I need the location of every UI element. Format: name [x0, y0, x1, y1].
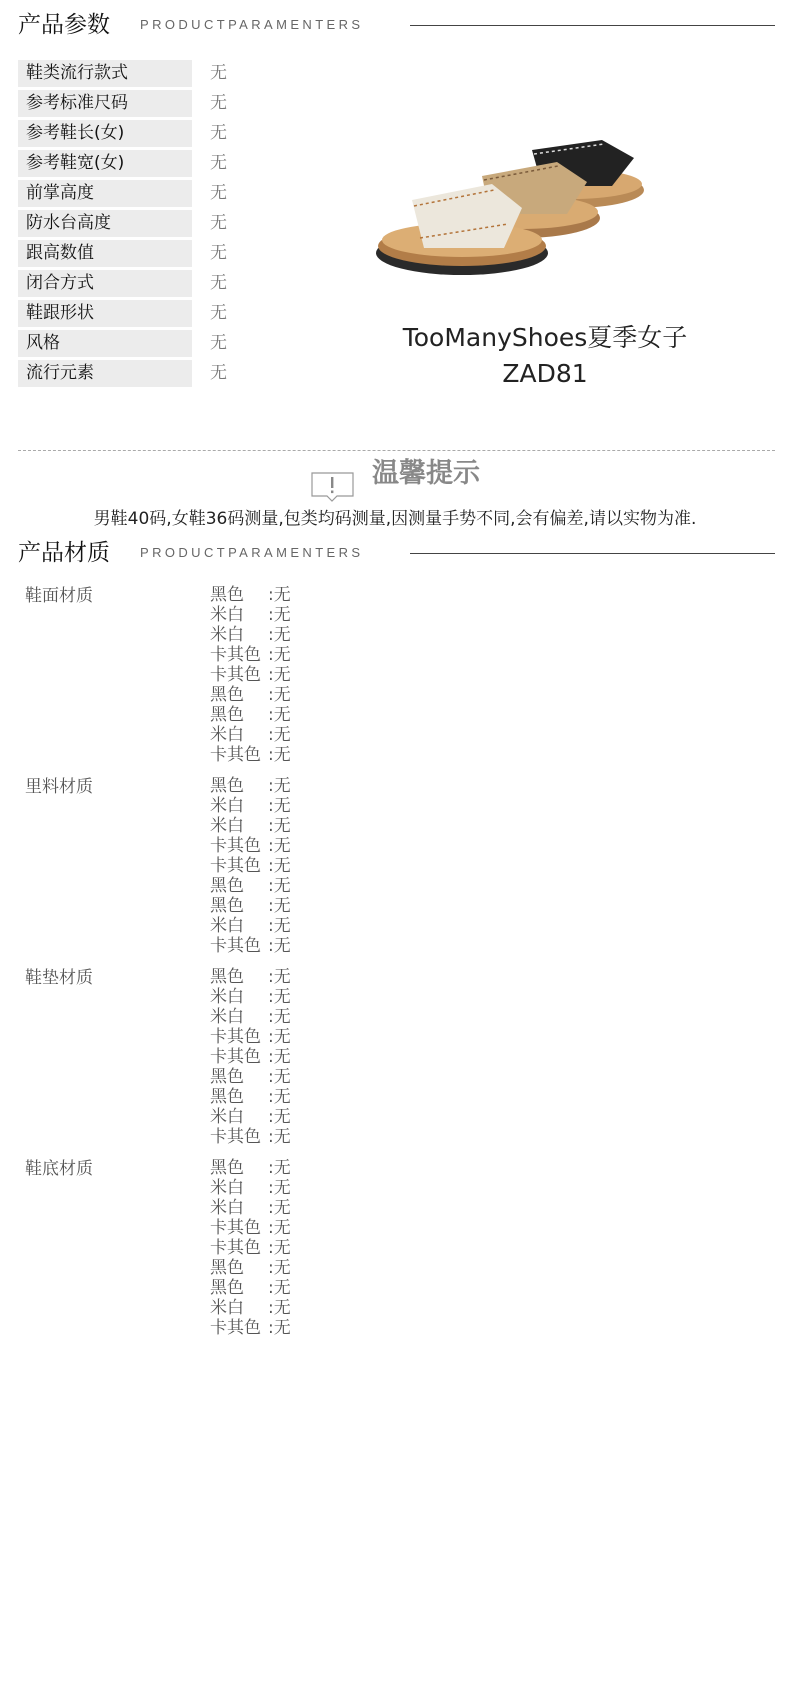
material-separator: :	[268, 1067, 274, 1087]
material-color: 米白	[210, 987, 244, 1007]
materials-section-subtitle: PRODUCTPARAMENTERS	[140, 545, 364, 560]
material-separator: :	[268, 745, 274, 765]
param-row	[18, 240, 258, 270]
param-value: 无	[210, 363, 227, 383]
material-color: 卡其色	[210, 856, 261, 876]
materials-section-rule	[410, 553, 775, 554]
material-line	[210, 625, 291, 645]
material-line	[210, 605, 291, 625]
material-value: 无	[273, 967, 291, 987]
material-line	[210, 796, 291, 816]
material-line	[210, 967, 291, 987]
exclamation-speech-icon	[311, 472, 354, 502]
param-value: 无	[210, 303, 227, 323]
material-separator: :	[268, 685, 274, 705]
material-separator: :	[268, 1298, 274, 1318]
material-color: 卡其色	[210, 1047, 261, 1067]
param-label: 跟高数值	[18, 240, 192, 267]
material-line	[210, 1047, 291, 1067]
material-separator: :	[268, 1238, 274, 1258]
material-value: 无	[273, 645, 291, 665]
material-value: 无	[273, 1198, 291, 1218]
material-value: 无	[273, 1278, 291, 1298]
material-color: 黑色	[210, 1278, 244, 1298]
params-table	[18, 60, 258, 390]
material-line	[210, 1158, 291, 1178]
material-color: 黑色	[210, 967, 244, 987]
param-value: 无	[210, 63, 227, 83]
material-value: 无	[273, 1107, 291, 1127]
material-value: 无	[273, 936, 291, 956]
material-line	[210, 836, 291, 856]
param-row	[18, 330, 258, 360]
material-separator: :	[268, 605, 274, 625]
material-line	[210, 705, 291, 725]
material-line	[210, 1238, 291, 1258]
material-value: 无	[273, 1158, 291, 1178]
param-label: 参考鞋长(女)	[18, 120, 192, 147]
material-color: 黑色	[210, 1258, 244, 1278]
product-name	[375, 320, 715, 392]
param-value: 无	[210, 243, 227, 263]
material-value: 无	[273, 745, 291, 765]
params-section-subtitle: PRODUCTPARAMENTERS	[140, 17, 364, 32]
material-separator: :	[268, 836, 274, 856]
material-value: 无	[273, 1178, 291, 1198]
material-lines	[210, 776, 291, 956]
param-label: 参考标准尺码	[18, 90, 192, 117]
material-line	[210, 936, 291, 956]
material-color: 米白	[210, 1198, 244, 1218]
material-value: 无	[273, 796, 291, 816]
material-value: 无	[273, 705, 291, 725]
material-value: 无	[273, 876, 291, 896]
material-color: 黑色	[210, 896, 244, 916]
material-value: 无	[273, 1258, 291, 1278]
material-color: 米白	[210, 1007, 244, 1027]
material-value: 无	[273, 896, 291, 916]
param-value: 无	[210, 93, 227, 113]
material-value: 无	[273, 987, 291, 1007]
material-color: 卡其色	[210, 1218, 261, 1238]
material-line	[210, 987, 291, 1007]
param-label: 闭合方式	[18, 270, 192, 297]
material-separator: :	[268, 856, 274, 876]
material-value: 无	[273, 1218, 291, 1238]
material-separator: :	[268, 896, 274, 916]
material-value: 无	[273, 836, 291, 856]
param-row	[18, 300, 258, 330]
material-line	[210, 1298, 291, 1318]
material-separator: :	[268, 1087, 274, 1107]
param-row	[18, 150, 258, 180]
material-line	[210, 1007, 291, 1027]
material-value: 无	[273, 1318, 291, 1338]
material-value: 无	[273, 916, 291, 936]
tips-title: 温馨提示	[372, 458, 480, 489]
material-separator: :	[268, 1158, 274, 1178]
param-value: 无	[210, 273, 227, 293]
param-label: 参考鞋宽(女)	[18, 150, 192, 177]
material-line	[210, 645, 291, 665]
material-separator: :	[268, 987, 274, 1007]
product-image	[372, 128, 652, 288]
material-color: 黑色	[210, 1067, 244, 1087]
param-label: 风格	[18, 330, 192, 357]
material-line	[210, 1087, 291, 1107]
material-value: 无	[273, 1298, 291, 1318]
material-color: 卡其色	[210, 745, 261, 765]
material-color: 卡其色	[210, 836, 261, 856]
material-separator: :	[268, 1107, 274, 1127]
material-line	[210, 685, 291, 705]
material-line	[210, 1318, 291, 1338]
material-color: 米白	[210, 916, 244, 936]
material-color: 卡其色	[210, 936, 261, 956]
material-separator: :	[268, 1198, 274, 1218]
material-line	[210, 585, 291, 605]
material-label: 里料材质	[25, 777, 93, 797]
material-line	[210, 1107, 291, 1127]
materials-section-title: 产品材质	[18, 540, 110, 566]
material-line	[210, 745, 291, 765]
param-value: 无	[210, 153, 227, 173]
material-value: 无	[273, 1238, 291, 1258]
material-value: 无	[273, 1007, 291, 1027]
material-color: 黑色	[210, 1087, 244, 1107]
material-separator: :	[268, 625, 274, 645]
material-lines	[210, 967, 291, 1147]
material-separator: :	[268, 725, 274, 745]
material-color: 卡其色	[210, 1027, 261, 1047]
param-value: 无	[210, 213, 227, 233]
material-separator: :	[268, 1318, 274, 1338]
material-line	[210, 816, 291, 836]
material-separator: :	[268, 1178, 274, 1198]
material-color: 黑色	[210, 876, 244, 896]
material-value: 无	[273, 685, 291, 705]
material-separator: :	[268, 776, 274, 796]
material-value: 无	[273, 1127, 291, 1147]
material-color: 卡其色	[210, 1127, 261, 1147]
product-name-line2: ZAD81	[502, 359, 588, 388]
material-separator: :	[268, 665, 274, 685]
material-color: 米白	[210, 1107, 244, 1127]
material-value: 无	[273, 605, 291, 625]
material-value: 无	[273, 1047, 291, 1067]
material-color: 卡其色	[210, 665, 261, 685]
material-separator: :	[268, 645, 274, 665]
material-value: 无	[273, 776, 291, 796]
material-group	[25, 776, 425, 967]
param-label: 鞋类流行款式	[18, 60, 192, 87]
param-row	[18, 270, 258, 300]
param-value: 无	[210, 183, 227, 203]
material-color: 黑色	[210, 585, 244, 605]
material-line	[210, 1258, 291, 1278]
material-separator: :	[268, 967, 274, 987]
material-line	[210, 1198, 291, 1218]
material-color: 米白	[210, 605, 244, 625]
material-line	[210, 856, 291, 876]
param-value: 无	[210, 123, 227, 143]
params-section-title: 产品参数	[18, 12, 110, 38]
material-line	[210, 916, 291, 936]
param-label: 鞋跟形状	[18, 300, 192, 327]
param-row	[18, 180, 258, 210]
params-section-rule	[410, 25, 775, 26]
param-label: 流行元素	[18, 360, 192, 387]
param-value: 无	[210, 333, 227, 353]
material-label: 鞋底材质	[25, 1159, 93, 1179]
material-value: 无	[273, 856, 291, 876]
material-color: 卡其色	[210, 1238, 261, 1258]
material-value: 无	[273, 725, 291, 745]
param-row	[18, 60, 258, 90]
materials-section-header	[18, 537, 775, 569]
material-separator: :	[268, 705, 274, 725]
material-separator: :	[268, 1047, 274, 1067]
material-label: 鞋面材质	[25, 586, 93, 606]
material-line	[210, 876, 291, 896]
material-color: 黑色	[210, 1158, 244, 1178]
param-row	[18, 120, 258, 150]
material-value: 无	[273, 1087, 291, 1107]
param-label: 前掌高度	[18, 180, 192, 207]
material-line	[210, 1067, 291, 1087]
material-separator: :	[268, 916, 274, 936]
material-separator: :	[268, 796, 274, 816]
material-lines	[210, 1158, 291, 1338]
material-lines	[210, 585, 291, 765]
param-row	[18, 360, 258, 390]
params-section-header	[18, 9, 775, 41]
param-row	[18, 210, 258, 240]
material-separator: :	[268, 585, 274, 605]
material-group	[25, 967, 425, 1158]
material-line	[210, 1027, 291, 1047]
material-label: 鞋垫材质	[25, 968, 93, 988]
material-color: 卡其色	[210, 645, 261, 665]
param-row	[18, 90, 258, 120]
material-color: 米白	[210, 816, 244, 836]
materials-list	[25, 585, 425, 1349]
material-line	[210, 1278, 291, 1298]
material-group	[25, 1158, 425, 1349]
material-value: 无	[273, 625, 291, 645]
material-separator: :	[268, 1278, 274, 1298]
material-color: 黑色	[210, 685, 244, 705]
material-separator: :	[268, 876, 274, 896]
material-value: 无	[273, 816, 291, 836]
material-line	[210, 776, 291, 796]
material-value: 无	[273, 1027, 291, 1047]
material-color: 米白	[210, 725, 244, 745]
material-color: 米白	[210, 796, 244, 816]
material-group	[25, 585, 425, 776]
material-line	[210, 896, 291, 916]
material-color: 米白	[210, 1298, 244, 1318]
material-line	[210, 725, 291, 745]
material-line	[210, 665, 291, 685]
param-label: 防水台高度	[18, 210, 192, 237]
material-color: 黑色	[210, 776, 244, 796]
material-line	[210, 1127, 291, 1147]
material-separator: :	[268, 1258, 274, 1278]
material-separator: :	[268, 1218, 274, 1238]
material-separator: :	[268, 816, 274, 836]
material-line	[210, 1178, 291, 1198]
material-color: 米白	[210, 625, 244, 645]
material-value: 无	[273, 585, 291, 605]
material-separator: :	[268, 1027, 274, 1047]
material-color: 米白	[210, 1178, 244, 1198]
material-value: 无	[273, 665, 291, 685]
dashed-divider	[18, 450, 775, 451]
product-name-line1: TooManyShoes夏季女子	[402, 323, 688, 352]
material-color: 卡其色	[210, 1318, 261, 1338]
material-line	[210, 1218, 291, 1238]
tips-text: 男鞋40码,女鞋36码测量,包类均码测量,因测量手势不同,会有偏差,请以实物为准.	[93, 509, 697, 529]
material-separator: :	[268, 1127, 274, 1147]
material-separator: :	[268, 1007, 274, 1027]
material-separator: :	[268, 936, 274, 956]
material-value: 无	[273, 1067, 291, 1087]
material-color: 黑色	[210, 705, 244, 725]
